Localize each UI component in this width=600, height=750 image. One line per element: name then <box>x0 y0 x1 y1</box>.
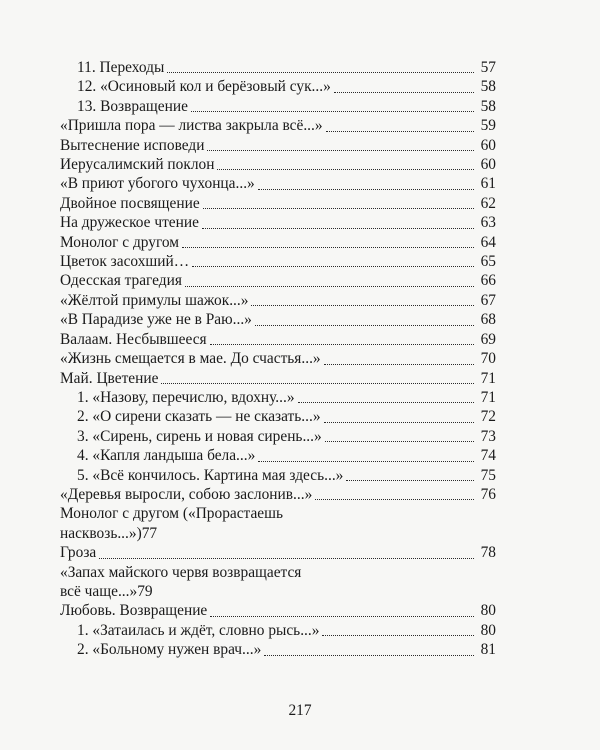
toc-entry <box>60 58 496 77</box>
toc-group-3 <box>60 601 496 659</box>
toc-entry <box>60 155 496 174</box>
toc-entry-title: Гроза <box>60 544 97 562</box>
toc-entry <box>60 97 496 116</box>
toc-entry-page: 80 <box>480 621 496 639</box>
toc-entry-title: «Пришла пора — листва закрыла всё...» <box>60 117 323 135</box>
dot-leader <box>251 305 474 306</box>
toc-entry-page: 71 <box>480 388 496 406</box>
toc-entry-page: 80 <box>480 602 496 620</box>
dot-leader <box>161 383 474 384</box>
dot-leader <box>326 131 474 132</box>
toc-entry-page: 64 <box>480 233 496 251</box>
toc-entry-page: 70 <box>480 350 496 368</box>
dot-leader <box>167 72 474 73</box>
toc-entry-title: 11. Переходы <box>77 59 165 76</box>
toc-entry-title: 3. «Сирень, сирень и новая сирень...» <box>77 427 322 445</box>
toc-entry-title: 13. Возвращение <box>77 97 188 115</box>
toc-entry <box>60 271 496 290</box>
dot-leader <box>258 461 474 462</box>
dot-leader <box>258 189 474 190</box>
toc-entry-page: 78 <box>480 544 496 562</box>
toc-entry-title: Валаам. Несбывшееся <box>60 330 207 348</box>
toc-entry-page: 73 <box>480 427 496 445</box>
toc-entry-page: 60 <box>480 136 496 154</box>
toc-entry-page: 69 <box>480 330 496 348</box>
toc-entry-page: 61 <box>480 175 496 193</box>
toc-entry <box>60 330 496 349</box>
dot-leader <box>325 441 474 442</box>
toc-entry-title-line1: «Запах майского червя возвращается <box>60 563 302 581</box>
toc-entry-title-line2: насквозь...») <box>60 524 142 542</box>
toc-entry-page: 79 <box>137 582 153 600</box>
toc-entry <box>60 446 496 465</box>
toc-entry <box>60 136 496 155</box>
dot-leader <box>210 616 474 617</box>
toc-entry <box>60 349 496 368</box>
toc-entry-title: «Жёлтой примулы шажок...» <box>60 291 249 309</box>
toc-entry <box>60 369 496 388</box>
dot-leader <box>210 344 474 345</box>
toc-entry-title: Двойное посвящение <box>60 194 200 212</box>
toc-entry-page: 74 <box>480 447 496 465</box>
toc-entry-page: 76 <box>480 485 496 503</box>
toc-entry-title-line1: Монолог с другом («Прорастаешь <box>60 505 284 523</box>
toc-entry <box>60 543 496 562</box>
dot-leader <box>191 111 474 112</box>
toc-entry <box>60 466 496 485</box>
toc-entry <box>60 291 496 310</box>
dot-leader <box>185 286 474 287</box>
toc-entry-title: 4. «Капля ландыша бела...» <box>77 447 256 465</box>
toc-entry <box>60 407 496 426</box>
toc-entry-title: Май. Цветение <box>60 369 159 387</box>
toc-entry <box>60 252 496 271</box>
toc-entry-page: 59 <box>480 117 496 135</box>
toc-entry-title: Иерусалимский поклон <box>60 156 215 174</box>
toc-entry-page: 60 <box>480 156 496 174</box>
dot-leader <box>346 480 474 481</box>
toc-group-2 <box>60 543 496 562</box>
toc-entry-title: 2. «О сирени сказать — не сказать...» <box>77 408 321 426</box>
dot-leader <box>202 228 474 229</box>
dot-leader <box>322 635 474 636</box>
toc-entry-title: «В Парадизе уже не в Раю...» <box>60 311 252 329</box>
toc-entry-title: Цветок засохший… <box>60 253 190 271</box>
dot-leader <box>324 422 474 423</box>
dot-leader <box>217 169 474 170</box>
toc-entry <box>60 427 496 446</box>
dot-leader <box>192 266 474 267</box>
toc-entry-page: 62 <box>480 194 496 212</box>
table-of-contents <box>60 58 496 660</box>
toc-entry-page: 77 <box>141 524 158 542</box>
toc-entry-title: «Деревья выросли, собою заслонив...» <box>60 485 313 503</box>
toc-entry <box>60 174 496 193</box>
dot-leader <box>298 402 474 403</box>
toc-entry-page: 71 <box>480 369 496 387</box>
page-number: 217 <box>288 702 312 719</box>
toc-entry-page: 75 <box>480 466 496 484</box>
toc-entry-multiline <box>60 563 496 602</box>
toc-entry-title: 1. «Назову, перечислю, вдохну...» <box>77 388 295 406</box>
toc-entry-page: 68 <box>480 311 496 329</box>
toc-entry-page: 57 <box>480 59 496 76</box>
toc-entry-title: 12. «Осиновый кол и берёзовый сук...» <box>77 78 331 96</box>
toc-entry <box>60 621 496 640</box>
toc-entry-page: 65 <box>480 253 496 271</box>
toc-entry-title: На дружеское чтение <box>60 214 199 232</box>
toc-entry-title: 1. «Затаилась и ждёт, словно рысь...» <box>77 621 320 639</box>
dot-leader <box>182 247 474 248</box>
toc-entry <box>60 388 496 407</box>
toc-group-1 <box>60 58 496 504</box>
toc-entry <box>60 640 496 659</box>
toc-entry-page: 67 <box>480 291 496 309</box>
toc-entry-page: 58 <box>480 78 496 96</box>
dot-leader <box>324 364 474 365</box>
toc-entry-multiline <box>60 504 496 543</box>
toc-entry <box>60 233 496 252</box>
toc-entry-title: Любовь. Возвращение <box>60 602 208 620</box>
toc-entry <box>60 213 496 232</box>
toc-entry <box>60 601 496 620</box>
toc-entry <box>60 116 496 135</box>
dot-leader <box>207 150 474 151</box>
toc-entry-page: 81 <box>480 641 496 659</box>
dot-leader <box>203 208 474 209</box>
toc-entry-page: 72 <box>480 408 496 426</box>
dot-leader <box>99 558 474 559</box>
toc-entry <box>60 310 496 329</box>
toc-entry-title: 5. «Всё кончилось. Картина мая здесь...» <box>77 466 344 484</box>
toc-entry-page: 58 <box>480 97 496 115</box>
toc-entry-title: Вытеснение исповеди <box>60 136 205 154</box>
toc-entry <box>60 485 496 504</box>
dot-leader <box>334 92 474 93</box>
toc-entry <box>60 77 496 96</box>
dot-leader <box>255 325 474 326</box>
toc-entry-title: «Жизнь смещается в мае. До счастья...» <box>60 350 321 368</box>
toc-entry-title: 2. «Больному нужен врач...» <box>77 641 262 659</box>
toc-entry <box>60 194 496 213</box>
toc-entry-title: Монолог с другом <box>60 233 180 251</box>
toc-entry-title-line2: всё чаще...» <box>60 582 138 600</box>
toc-entry-title: «В приют убогого чухонца...» <box>60 175 255 193</box>
toc-entry-page: 63 <box>480 214 496 232</box>
dot-leader <box>315 499 474 500</box>
toc-entry-page: 66 <box>480 272 496 290</box>
dot-leader <box>264 655 474 656</box>
toc-entry-title: Одесская трагедия <box>60 272 182 290</box>
